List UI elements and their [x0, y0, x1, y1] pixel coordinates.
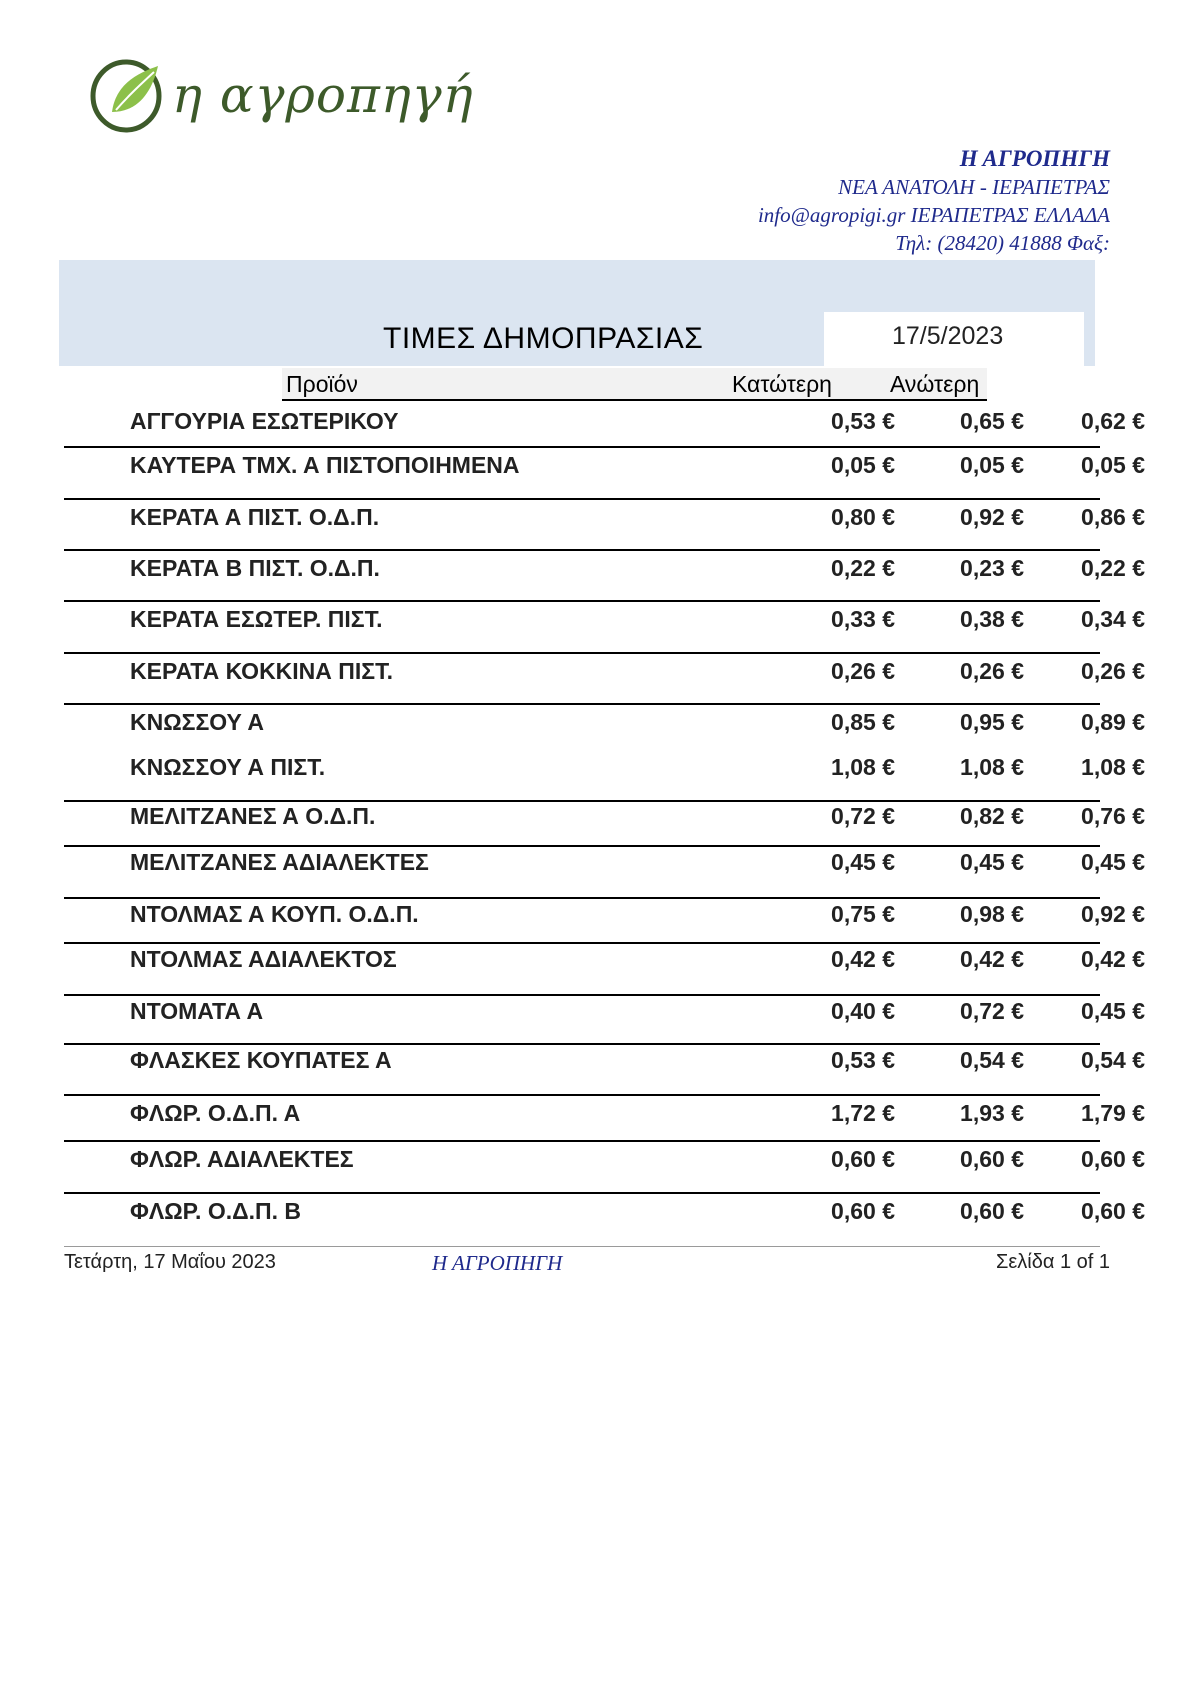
row-separator: [64, 800, 1100, 802]
price-high: 0,26 €: [960, 658, 1024, 684]
product-name: ΚΕΡΑΤΑ Β ΠΙΣΤ. Ο.Δ.Π.: [130, 555, 380, 581]
price-average: 0,60 €: [1081, 1146, 1145, 1172]
price-average: 0,45 €: [1081, 849, 1145, 875]
price-average: 0,60 €: [1081, 1198, 1145, 1224]
row-separator: [64, 1140, 1100, 1142]
price-average: 0,92 €: [1081, 901, 1145, 927]
price-high: 0,45 €: [960, 849, 1024, 875]
price-high: 0,23 €: [960, 555, 1024, 581]
price-low: 0,85 €: [831, 709, 895, 735]
price-low: 0,45 €: [831, 849, 895, 875]
price-low: 0,33 €: [831, 606, 895, 632]
column-header-prices: [732, 368, 987, 400]
price-low: 0,40 €: [831, 998, 895, 1024]
price-average: 0,86 €: [1081, 504, 1145, 530]
footer-page: Σελίδα 1 of 1: [995, 1251, 1110, 1273]
row-separator: [64, 994, 1100, 996]
row-separator: [64, 703, 1100, 705]
product-name: ΚΝΩΣΣΟΥ Α: [130, 709, 265, 735]
price-average: 0,89 €: [1081, 709, 1145, 735]
price-average: 0,34 €: [1081, 606, 1145, 632]
price-high: 0,72 €: [960, 998, 1024, 1024]
row-separator: [64, 652, 1100, 654]
price-low: 0,72 €: [831, 803, 895, 829]
company-address: ΝΕΑ ΑΝΑΤΟΛΗ - ΙΕΡΑΠΕΤΡΑΣ: [838, 175, 1110, 199]
footer-date: Τετάρτη, 17 Μαΐου 2023: [64, 1251, 276, 1273]
price-low: 0,05 €: [831, 452, 895, 478]
price-average: 1,79 €: [1081, 1100, 1145, 1126]
product-name: ΦΛΩΡ. Ο.Δ.Π. Β: [130, 1198, 302, 1224]
price-low: 0,80 €: [831, 504, 895, 530]
report-title: ΤΙΜΕΣ ΔΗΜΟΠΡΑΣΙΑΣ: [383, 322, 704, 355]
report-date: 17/5/2023: [892, 322, 1004, 350]
product-name: ΝΤΟΛΜΑΣ ΑΔΙΑΛΕΚΤΟΣ: [130, 946, 397, 972]
price-high: 0,60 €: [960, 1146, 1024, 1172]
price-low: 0,26 €: [831, 658, 895, 684]
row-separator: [64, 498, 1100, 500]
price-high: 0,92 €: [960, 504, 1024, 530]
product-name: ΝΤΟΜΑΤΑ Α: [130, 998, 264, 1024]
price-average: 0,54 €: [1081, 1047, 1145, 1073]
price-low: 1,08 €: [831, 754, 895, 780]
product-name: ΦΛΩΡ. ΑΔΙΑΛΕΚΤΕΣ: [130, 1146, 354, 1172]
product-name: ΚΕΡΑΤΑ ΚΟΚΚΙΝΑ ΠΙΣΤ.: [130, 658, 394, 684]
leaf-circle-icon: [86, 52, 170, 136]
price-average: 0,22 €: [1081, 555, 1145, 581]
row-separator: [64, 942, 1100, 944]
product-name: ΚΕΡΑΤΑ Α ΠΙΣΤ. Ο.Δ.Π.: [130, 504, 380, 530]
company-email: info@agropigi.gr ΙΕΡΑΠΕΤΡΑΣ ΕΛΛΑΔΑ: [757, 203, 1110, 227]
product-name: ΜΕΛΙΤΖΑΝΕΣ ΑΔΙΑΛΕΚΤΕΣ: [130, 849, 429, 875]
row-separator: [64, 1192, 1100, 1194]
product-name: ΝΤΟΛΜΑΣ Α ΚΟΥΠ. Ο.Δ.Π.: [130, 901, 419, 927]
price-high: 0,54 €: [960, 1047, 1024, 1073]
price-average: 0,62 €: [1081, 408, 1145, 434]
price-average: 0,26 €: [1081, 658, 1145, 684]
price-average: 0,45 €: [1081, 998, 1145, 1024]
footer-company: Η ΑΓΡΟΠΗΓΗ: [432, 1251, 563, 1275]
price-high: 1,08 €: [960, 754, 1024, 780]
price-low: 0,60 €: [831, 1198, 895, 1224]
price-high: 0,98 €: [960, 901, 1024, 927]
product-name: ΚΑΥΤΕΡΑ ΤΜΧ. Α ΠΙΣΤΟΠΟΙΗΜΕΝΑ: [130, 452, 520, 478]
price-average: 0,42 €: [1081, 946, 1145, 972]
price-low: 0,53 €: [831, 408, 895, 434]
price-high: 0,05 €: [960, 452, 1024, 478]
row-separator: [64, 1043, 1100, 1045]
price-high: 0,82 €: [960, 803, 1024, 829]
company-logo: [86, 52, 474, 152]
product-name: ΚΕΡΑΤΑ ΕΣΩΤΕΡ. ΠΙΣΤ.: [130, 606, 383, 632]
row-separator: [64, 549, 1100, 551]
price-average: 0,76 €: [1081, 803, 1145, 829]
column-header-product-label: Προϊόν: [286, 371, 358, 397]
price-low: 0,22 €: [831, 555, 895, 581]
company-info: [758, 145, 1110, 257]
product-name: ΦΛΑΣΚΕΣ ΚΟΥΠΑΤΕΣ Α: [130, 1047, 392, 1073]
price-low: 0,42 €: [831, 946, 895, 972]
price-high: 0,60 €: [960, 1198, 1024, 1224]
price-high: 0,65 €: [960, 408, 1024, 434]
price-high: 1,93 €: [960, 1100, 1024, 1126]
logo-text: η αγροπηγή: [172, 66, 474, 124]
company-name: Η ΑΓΡΟΠΗΓΗ: [959, 146, 1110, 171]
footer-divider: [64, 1246, 1100, 1247]
price-low: 0,53 €: [831, 1047, 895, 1073]
row-separator: [64, 897, 1100, 899]
product-name: ΑΓΓΟΥΡΙΑ ΕΣΩΤΕΡΙΚΟΥ: [130, 408, 399, 434]
row-separator: [64, 446, 1100, 448]
row-separator: [64, 600, 1100, 602]
price-average: 1,08 €: [1081, 754, 1145, 780]
price-high: 0,38 €: [960, 606, 1024, 632]
column-header-high-label: Ανώτερη: [890, 371, 980, 397]
product-name: ΦΛΩΡ. Ο.Δ.Π. Α: [130, 1100, 301, 1126]
product-name: ΜΕΛΙΤΖΑΝΕΣ Α Ο.Δ.Π.: [130, 803, 376, 829]
product-name: ΚΝΩΣΣΟΥ Α ΠΙΣΤ.: [130, 754, 326, 780]
price-low: 0,75 €: [831, 901, 895, 927]
price-low: 1,72 €: [831, 1100, 895, 1126]
price-high: 0,95 €: [960, 709, 1024, 735]
company-phone: Τηλ: (28420) 41888 Φαξ:: [895, 231, 1110, 255]
report-date-box: [824, 312, 1084, 366]
header-underline: [282, 399, 987, 401]
row-separator: [64, 845, 1100, 847]
column-header-low-label: Κατώτερη: [732, 371, 832, 397]
row-separator: [64, 1094, 1100, 1096]
price-high: 0,42 €: [960, 946, 1024, 972]
price-average: 0,05 €: [1081, 452, 1145, 478]
column-header-product: [282, 368, 732, 400]
price-low: 0,60 €: [831, 1146, 895, 1172]
